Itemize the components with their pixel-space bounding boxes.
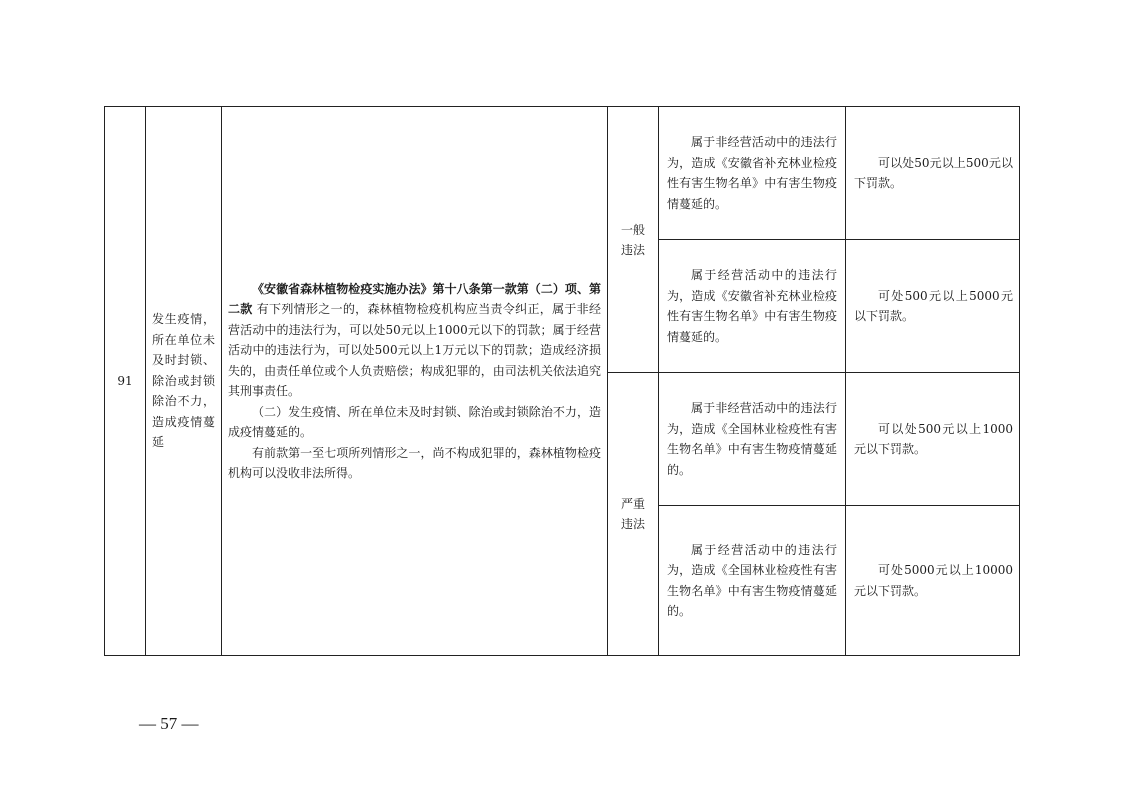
penalty-text: 可以处50元以上500元以下罚款。 (854, 155, 1013, 190)
level-general-cell (608, 107, 659, 373)
basis-item-2: （二）发生疫情、所在单位未及时封锁、除治或封锁除治不力，造成疫情蔓延的。 (228, 404, 601, 439)
legal-basis-cell (222, 107, 608, 656)
table-row (105, 107, 1020, 240)
penalty-discretion-table (104, 106, 1020, 656)
condition-text: 属于非经营活动中的违法行为，造成《全国林业检疫性有害生物名单》中有害生物疫情蔓延的。 (667, 401, 837, 477)
penalty-cell (846, 240, 1020, 373)
condition-cell (659, 373, 846, 506)
penalty-cell (846, 506, 1020, 656)
basis-lead-text: 有下列情形之一的，森林植物检疫机构应当责令纠正，属于非经营活动中的违法行为，可以处50元以上1000元以下的罚款；属于经营活动中的违法行为，可以处500元以上1万元以下的罚款；造成经济损失的，由责任单位或个人负责赔偿；构成犯罪的，由司法机关依法追究其刑事责任。 (228, 302, 601, 398)
condition-text: 属于经营活动中的违法行为，造成《安徽省补充林业检疫性有害生物名单》中有害生物疫情蔓延的。 (667, 268, 837, 344)
page-number: — 57 — (139, 714, 199, 733)
condition-cell (659, 240, 846, 373)
basis-law-reference: 《安徽省森林植物检疫实施办法》第十八条第一款第（二）项、第二款 (228, 281, 601, 316)
row-number-cell (105, 107, 146, 656)
level-general-line2: 违法 (620, 242, 645, 257)
penalty-text: 可处5000元以上10000元以下罚款。 (854, 563, 1013, 598)
level-serious-line1: 严重 (620, 497, 645, 511)
level-serious-line2: 违法 (620, 517, 645, 531)
basis-paragraph-3: 有前款第一至七项所列情形之一，尚不构成犯罪的，森林植物检疫机构可以没收非法所得。 (228, 445, 601, 480)
penalty-text: 可处500元以上5000元以下罚款。 (854, 288, 1013, 323)
penalty-cell (846, 107, 1020, 240)
level-serious-cell (608, 373, 659, 656)
penalty-cell (846, 373, 1020, 506)
condition-text: 属于非经营活动中的违法行为，造成《安徽省补充林业检疫性有害生物名单》中有害生物疫情蔓延的。 (667, 135, 837, 211)
penalty-text: 可以处500元以上1000元以下罚款。 (854, 421, 1013, 456)
condition-cell (659, 107, 846, 240)
basis-paragraph-1 (228, 279, 601, 402)
row-number: 91 (117, 373, 133, 388)
violation-fact-cell (146, 107, 222, 656)
level-general-line1: 一般 (620, 222, 645, 237)
condition-text: 属于经营活动中的违法行为，造成《全国林业检疫性有害生物名单》中有害生物疫情蔓延的。 (667, 542, 837, 618)
violation-fact-text: 发生疫情，所在单位未及时封锁、除治或封锁除治不力，造成疫情蔓延 (152, 312, 215, 450)
condition-cell (659, 506, 846, 656)
